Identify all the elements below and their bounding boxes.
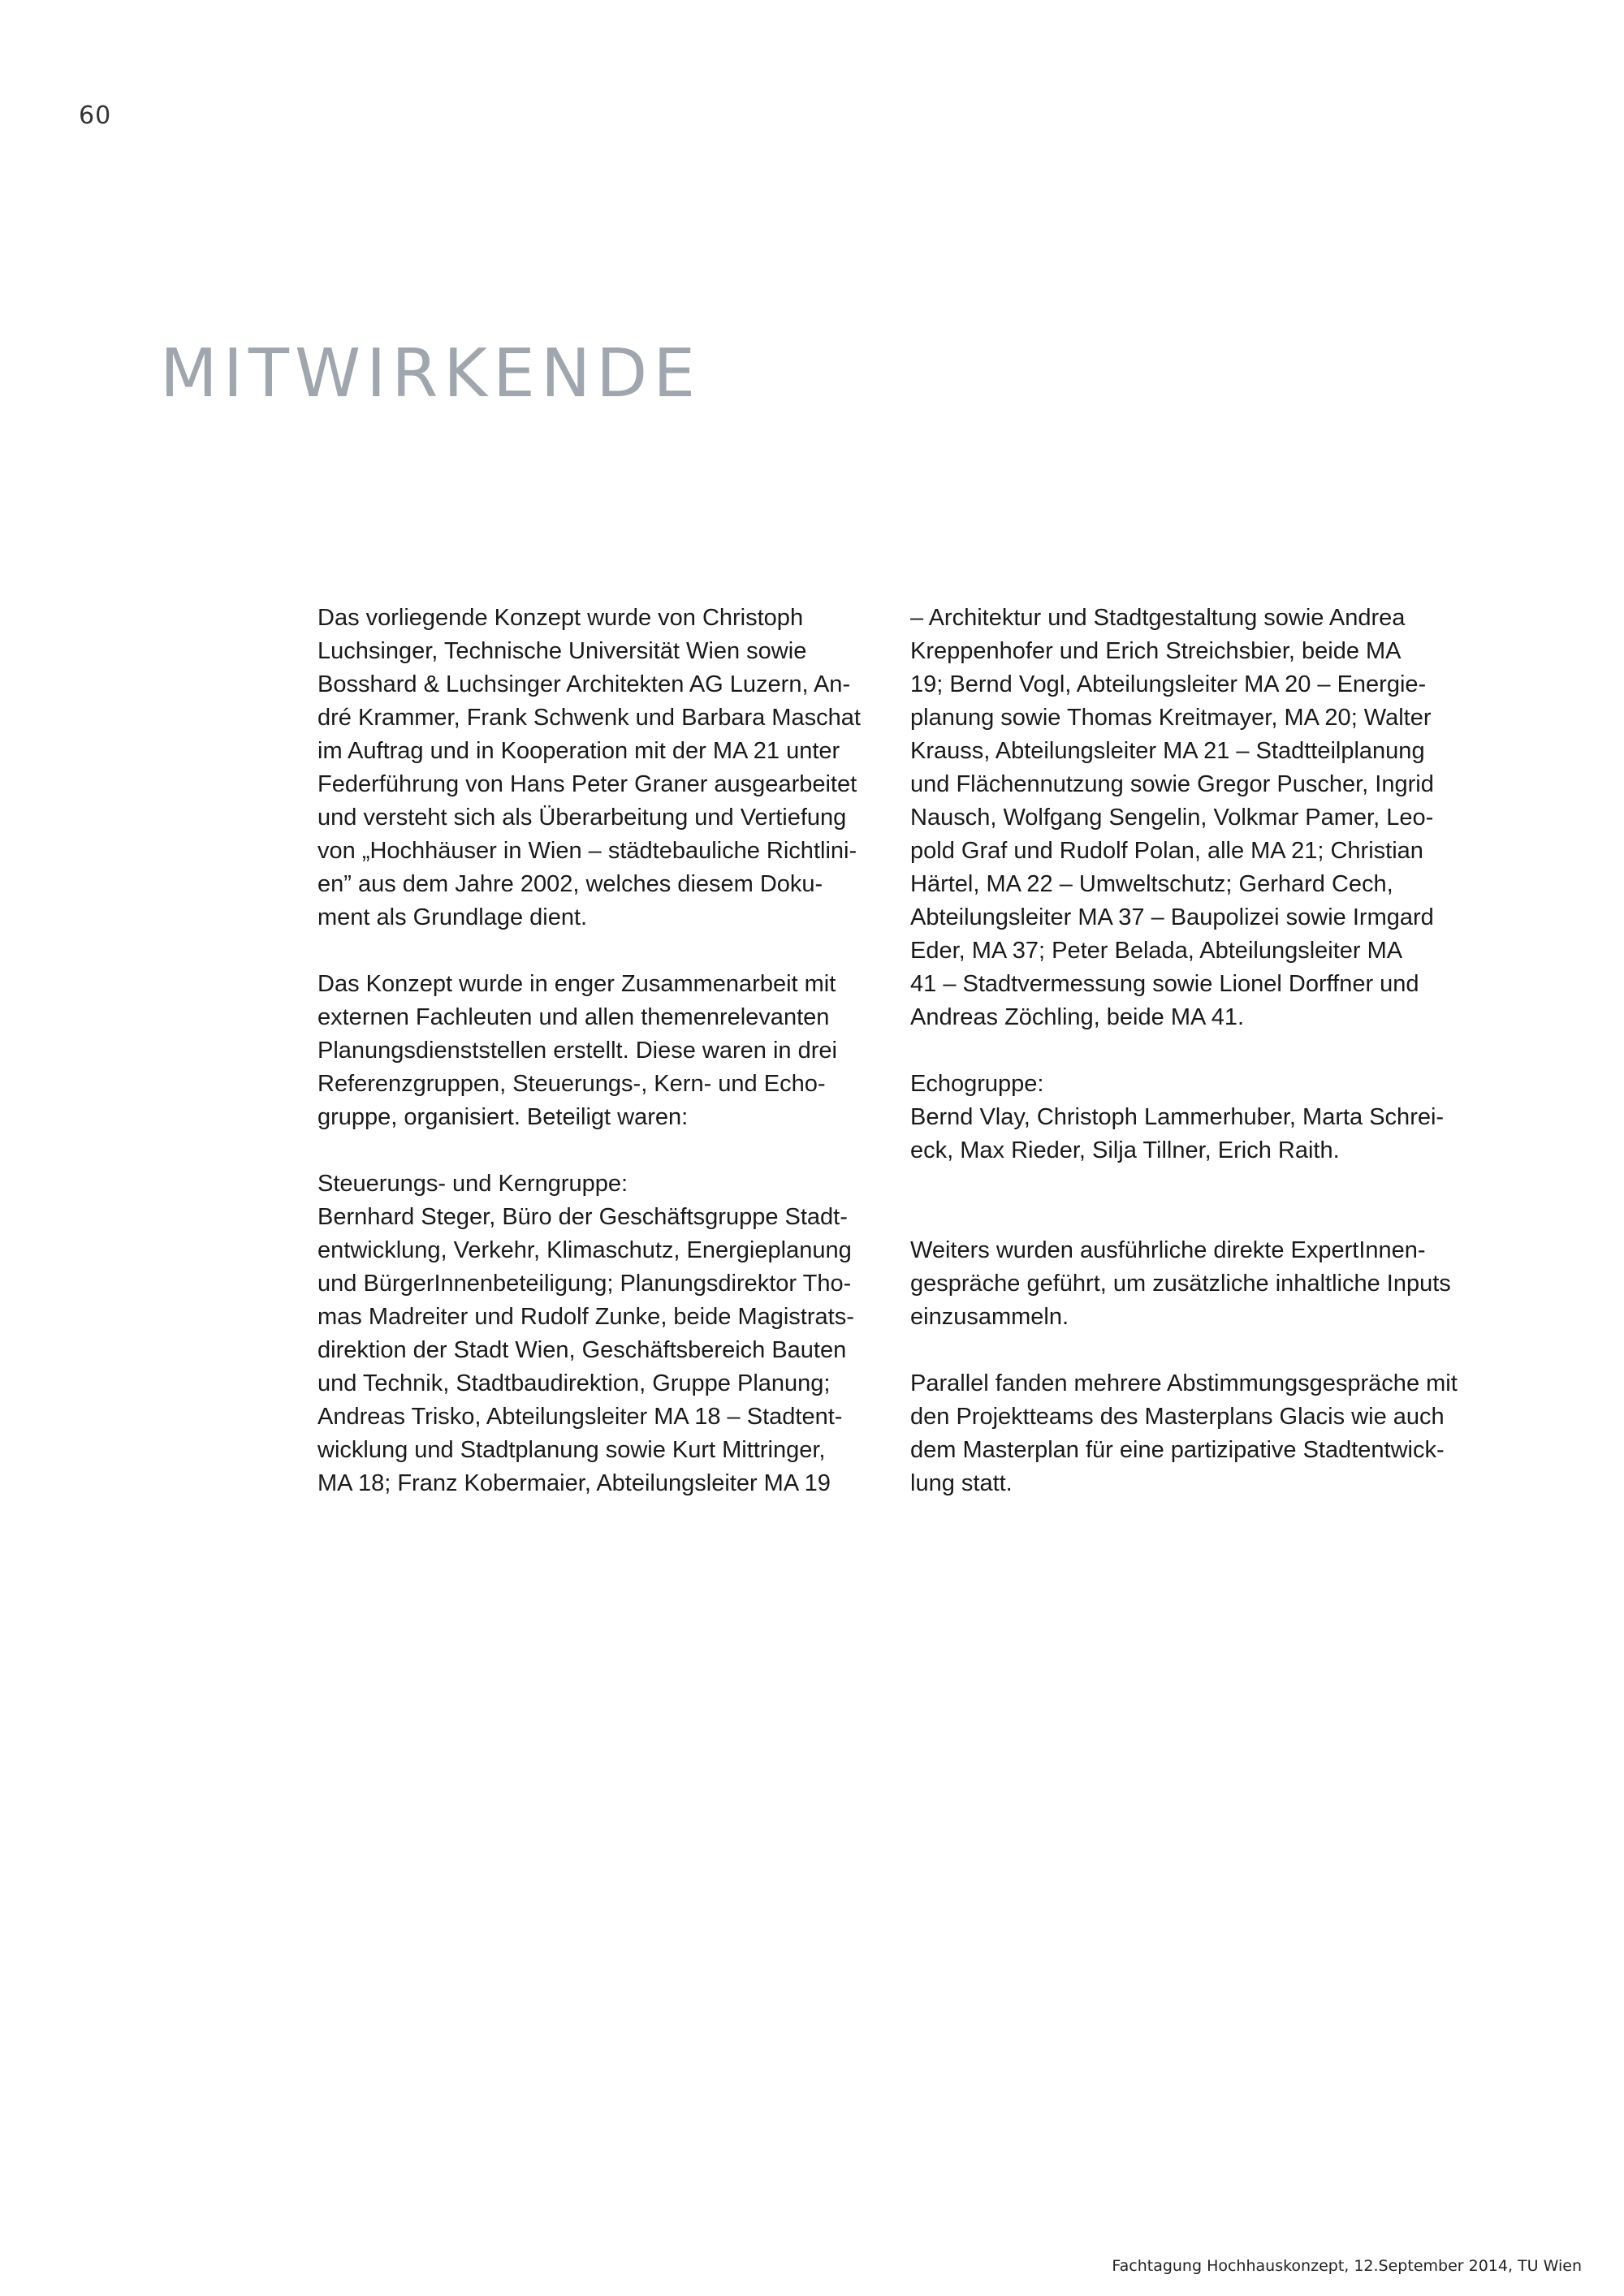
steering-group-paragraph: Steuerungs- und Kerngruppe: Bernhard Steger, Büro der Geschäftsgruppe Stadt- entwicklung, Verkehr, Klimaschutz, Energieplanung und BürgerInnenbeteiligung; Planungsdirektor Tho- mas Madreiter und Rudolf Zunke, beide Magistrats- direktion der Stadt Wien, Geschäftsbereich Bauten und Technik, Stadtbaudirektion, Gruppe Planung; Andreas Trisko, Abteilungsleiter MA 18 – Stadtent- wicklung und Stadtplanung sowie Kurt Mittringer, MA 18; Franz Kobermaier, Abteilungsleiter MA 19: [317, 1171, 854, 1496]
intro-paragraph: Das vorliegende Konzept wurde von Christoph Luchsinger, Technische Universität Wien sowie Bosshard & Luchsinger Architekten AG Luzern, An- dré Krammer, Frank Schwenk und Barbara Maschat im Auftrag und in Kooperation mit der MA 21 unter Federführung von Hans Peter Graner ausgearbeitet und versteht sich als Überarbeitung und Vertiefung von „Hochhäuser in Wien – städtebauliche Richtlini- en” aus dem Jahre 2002, welches diesem Doku- ment als Grundlage dient.: [317, 605, 861, 930]
page-footer: Fachtagung Hochhauskonzept, 12.September 2014, TU Wien: [1112, 2257, 1582, 2275]
page-number: 60: [79, 101, 112, 130]
steering-group-continued-paragraph: – Architektur und Stadtgestaltung sowie Andrea Kreppenhofer und Erich Streichsbier, beide MA 19; Bernd Vogl, Abteilungsleiter MA 20 – Energie- planung sowie Thomas Kreitmayer, MA 20; Walter Krauss, Abteilungsleiter MA 21 – Stadtteilplanung und Flächennutzung sowie Gregor Puscher, Ingrid Nausch, Wolfgang Sengelin, Volkmar Pamer, Leo- pold Graf und Rudolf Polan, alle MA 21; Christian Härtel, MA 22 – Umweltschutz; Gerhard Cech, Abteilungsleiter MA 37 – Baupolizei sowie Irmgard Eder, MA 37; Peter Belada, Abteilungsleiter MA 41 – Stadtvermessung sowie Lionel Dorffner und Andreas Zöchling, beide MA 41.: [910, 605, 1434, 1030]
echo-group-paragraph: Echogruppe: Bernd Vlay, Christoph Lammerhuber, Marta Schrei- eck, Max Rieder, Silja Tillner, Erich Raith.: [910, 1071, 1445, 1163]
collaboration-paragraph: Das Konzept wurde in enger Zusammenarbeit mit externen Fachleuten und allen themenrelevanten Planungsdienststellen erstellt. Diese waren in drei Referenzgruppen, Steuerungs-, Kern- und Echo- gruppe, organisiert. Beteiligt waren:: [317, 971, 837, 1130]
section-title: MITWIRKENDE: [160, 335, 702, 412]
expert-interviews-paragraph: Weiters wurden ausführliche direkte ExpertInnen- gespräche geführt, um zusätzliche inhaltliche Inputs einzusammeln.: [910, 1237, 1451, 1330]
coordination-paragraph: Parallel fanden mehrere Abstimmungsgespräche mit den Projektteams des Masterplans Glacis wie auch dem Masterplan für eine partizipative Stadtentwick- lung statt.: [910, 1370, 1458, 1496]
left-text-column: [317, 602, 870, 1534]
right-text-column: [910, 602, 1462, 1534]
